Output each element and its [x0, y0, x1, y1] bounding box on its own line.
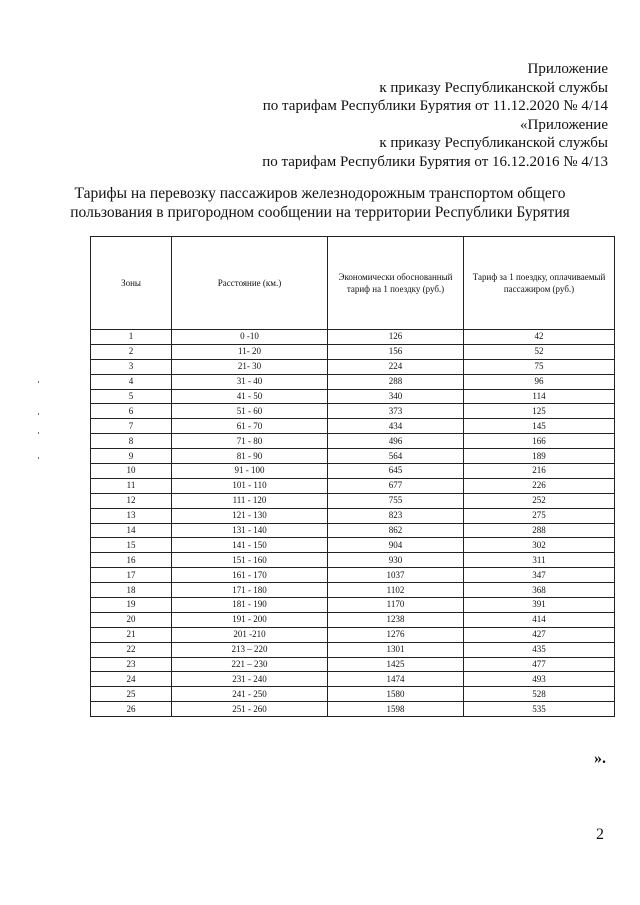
cell-zone: 4 — [91, 374, 172, 389]
table-row — [91, 478, 615, 493]
cell-distance: 101 - 110 — [172, 478, 328, 493]
cell-passenger-fare: 189 — [464, 449, 615, 464]
header-line-date: по тарифам Республики Бурятия от 11.12.2020 № 4/14 — [262, 98, 608, 114]
margin-mark — [38, 413, 39, 415]
cell-zone: 26 — [91, 702, 172, 717]
cell-economic-tariff: 340 — [328, 389, 464, 404]
cell-economic-tariff: 126 — [328, 330, 464, 345]
cell-distance: 251 - 260 — [172, 702, 328, 717]
cell-economic-tariff: 496 — [328, 434, 464, 449]
header-zone: Зоны — [91, 237, 172, 330]
cell-zone: 5 — [91, 389, 172, 404]
cell-passenger-fare: 493 — [464, 672, 615, 687]
cell-zone: 2 — [91, 344, 172, 359]
cell-distance: 111 - 120 — [172, 493, 328, 508]
cell-zone: 9 — [91, 449, 172, 464]
cell-economic-tariff: 1598 — [328, 702, 464, 717]
cell-distance: 0 -10 — [172, 330, 328, 345]
cell-passenger-fare: 75 — [464, 359, 615, 374]
cell-distance: 91 - 100 — [172, 464, 328, 479]
cell-economic-tariff: 1170 — [328, 598, 464, 613]
document-header — [262, 60, 608, 171]
cell-zone: 6 — [91, 404, 172, 419]
cell-economic-tariff: 677 — [328, 478, 464, 493]
cell-distance: 81 - 90 — [172, 449, 328, 464]
cell-passenger-fare: 535 — [464, 702, 615, 717]
cell-passenger-fare: 368 — [464, 583, 615, 598]
cell-distance: 151 - 160 — [172, 553, 328, 568]
cell-economic-tariff: 930 — [328, 553, 464, 568]
table-row — [91, 404, 615, 419]
table-row — [91, 419, 615, 434]
table-row — [91, 672, 615, 687]
table-row — [91, 612, 615, 627]
cell-zone: 3 — [91, 359, 172, 374]
header-line-order-original: к приказу Республиканской службы — [379, 135, 608, 151]
cell-economic-tariff: 1425 — [328, 657, 464, 672]
table-row — [91, 493, 615, 508]
cell-zone: 22 — [91, 642, 172, 657]
cell-economic-tariff: 823 — [328, 508, 464, 523]
cell-zone: 24 — [91, 672, 172, 687]
cell-distance: 41 - 50 — [172, 389, 328, 404]
table-row — [91, 374, 615, 389]
cell-distance: 141 - 150 — [172, 538, 328, 553]
cell-distance: 61 - 70 — [172, 419, 328, 434]
tariff-table — [90, 236, 615, 717]
margin-mark — [38, 457, 39, 459]
cell-passenger-fare: 226 — [464, 478, 615, 493]
cell-zone: 12 — [91, 493, 172, 508]
cell-passenger-fare: 275 — [464, 508, 615, 523]
table-row — [91, 627, 615, 642]
cell-economic-tariff: 1238 — [328, 612, 464, 627]
table-row — [91, 464, 615, 479]
table-row — [91, 702, 615, 717]
cell-zone: 14 — [91, 523, 172, 538]
title-line-1: Тарифы на перевозку пассажиров железнодорожным транспортом общего — [74, 185, 566, 202]
cell-distance: 181 - 190 — [172, 598, 328, 613]
header-line-date-original: по тарифам Республики Бурятия от 16.12.2016 № 4/13 — [262, 153, 608, 170]
table-row — [91, 538, 615, 553]
cell-passenger-fare: 347 — [464, 568, 615, 583]
table-header-row — [91, 237, 615, 330]
table-row — [91, 344, 615, 359]
table-row — [91, 389, 615, 404]
cell-zone: 18 — [91, 583, 172, 598]
cell-distance: 201 -210 — [172, 627, 328, 642]
cell-distance: 221 – 230 — [172, 657, 328, 672]
cell-passenger-fare: 391 — [464, 598, 615, 613]
cell-zone: 15 — [91, 538, 172, 553]
table-row — [91, 568, 615, 583]
cell-economic-tariff: 1474 — [328, 672, 464, 687]
cell-economic-tariff: 1580 — [328, 687, 464, 702]
cell-economic-tariff: 755 — [328, 493, 464, 508]
cell-distance: 231 - 240 — [172, 672, 328, 687]
cell-distance: 121 - 130 — [172, 508, 328, 523]
margin-mark — [38, 432, 39, 434]
cell-economic-tariff: 904 — [328, 538, 464, 553]
cell-passenger-fare: 125 — [464, 404, 615, 419]
cell-passenger-fare: 145 — [464, 419, 615, 434]
header-passenger-fare: Тариф за 1 поездку, оплачиваемый пассажиром (руб.) — [464, 237, 615, 330]
table-row — [91, 687, 615, 702]
cell-zone: 8 — [91, 434, 172, 449]
cell-distance: 171 - 180 — [172, 583, 328, 598]
cell-passenger-fare: 166 — [464, 434, 615, 449]
document-title — [40, 184, 600, 222]
cell-passenger-fare: 114 — [464, 389, 615, 404]
cell-distance: 11- 20 — [172, 344, 328, 359]
cell-passenger-fare: 414 — [464, 612, 615, 627]
cell-distance: 71 - 80 — [172, 434, 328, 449]
table-row — [91, 449, 615, 464]
margin-mark — [38, 381, 39, 383]
table-row — [91, 642, 615, 657]
cell-zone: 19 — [91, 598, 172, 613]
table-row — [91, 330, 615, 345]
cell-economic-tariff: 862 — [328, 523, 464, 538]
cell-passenger-fare: 96 — [464, 374, 615, 389]
closing-quote: ». — [594, 750, 606, 767]
cell-zone: 23 — [91, 657, 172, 672]
table-row — [91, 583, 615, 598]
cell-economic-tariff: 224 — [328, 359, 464, 374]
cell-economic-tariff: 564 — [328, 449, 464, 464]
cell-economic-tariff: 434 — [328, 419, 464, 434]
cell-economic-tariff: 288 — [328, 374, 464, 389]
cell-zone: 13 — [91, 508, 172, 523]
cell-economic-tariff: 1276 — [328, 627, 464, 642]
cell-passenger-fare: 427 — [464, 627, 615, 642]
cell-economic-tariff: 1301 — [328, 642, 464, 657]
cell-passenger-fare: 302 — [464, 538, 615, 553]
cell-distance: 191 - 200 — [172, 612, 328, 627]
cell-economic-tariff: 645 — [328, 464, 464, 479]
table-body — [91, 330, 615, 717]
cell-passenger-fare: 216 — [464, 464, 615, 479]
title-line-2: пользования в пригородном сообщении на территории Республики Бурятия — [70, 204, 570, 221]
cell-passenger-fare: 288 — [464, 523, 615, 538]
cell-distance: 131 - 140 — [172, 523, 328, 538]
cell-zone: 1 — [91, 330, 172, 345]
cell-passenger-fare: 311 — [464, 553, 615, 568]
cell-distance: 21- 30 — [172, 359, 328, 374]
cell-zone: 17 — [91, 568, 172, 583]
cell-zone: 20 — [91, 612, 172, 627]
cell-zone: 10 — [91, 464, 172, 479]
cell-distance: 241 - 250 — [172, 687, 328, 702]
cell-passenger-fare: 477 — [464, 657, 615, 672]
cell-passenger-fare: 42 — [464, 330, 615, 345]
cell-economic-tariff: 1102 — [328, 583, 464, 598]
table-row — [91, 508, 615, 523]
cell-distance: 31 - 40 — [172, 374, 328, 389]
cell-zone: 7 — [91, 419, 172, 434]
cell-economic-tariff: 373 — [328, 404, 464, 419]
cell-zone: 11 — [91, 478, 172, 493]
cell-zone: 25 — [91, 687, 172, 702]
table-row — [91, 523, 615, 538]
header-economic-tariff: Экономически обоснованный тариф на 1 поездку (руб.) — [328, 237, 464, 330]
table-row — [91, 657, 615, 672]
cell-distance: 161 - 170 — [172, 568, 328, 583]
cell-economic-tariff: 156 — [328, 344, 464, 359]
cell-economic-tariff: 1037 — [328, 568, 464, 583]
header-distance: Расстояние (км.) — [172, 237, 328, 330]
cell-passenger-fare: 528 — [464, 687, 615, 702]
table-row — [91, 434, 615, 449]
cell-zone: 16 — [91, 553, 172, 568]
cell-distance: 213 – 220 — [172, 642, 328, 657]
cell-zone: 21 — [91, 627, 172, 642]
header-line-order: к приказу Республиканской службы — [379, 79, 608, 96]
header-line-appendix-quoted: «Приложение — [519, 116, 608, 133]
table-row — [91, 359, 615, 374]
cell-passenger-fare: 252 — [464, 493, 615, 508]
table-row — [91, 598, 615, 613]
header-line-appendix: Приложение — [527, 61, 608, 77]
cell-distance: 51 - 60 — [172, 404, 328, 419]
page-number: 2 — [596, 826, 604, 843]
table-row — [91, 553, 615, 568]
cell-passenger-fare: 52 — [464, 344, 615, 359]
cell-passenger-fare: 435 — [464, 642, 615, 657]
